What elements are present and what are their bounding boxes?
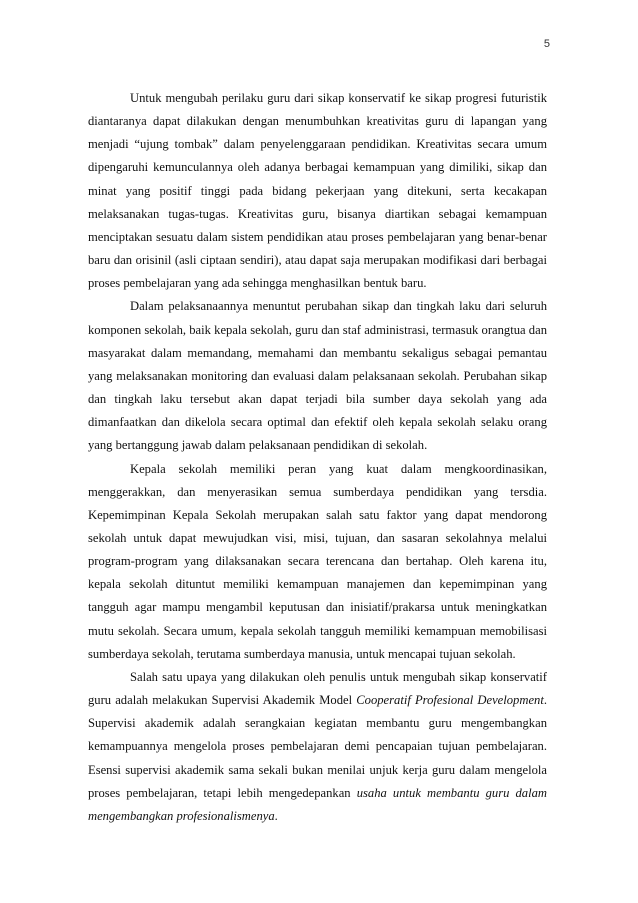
paragraph-4-text-middle: . Supervisi akademik adalah serangkaian kegiatan membantu guru mengembangkan kemampuannya mengelola proses pembelajaran demi pencapaian tujuan pembelajaran. Esensi supervisi akademik sama sekali bukan menilai unjuk kerja guru dalam mengelola proses pembelajaran, tetapi lebih mengedepankan: [88, 693, 547, 800]
paragraph-4-italic-model-name: Cooperatif Profesional Development: [356, 693, 544, 708]
paragraph-1: Untuk mengubah perilaku guru dari sikap konservatif ke sikap progresi futuristik diantaranya dapat dilakukan dengan menumbuhkan kreativitas guru di lapangan yang menjadi “ujung tombak” dalam penyelenggaraan pendidikan. Kreativitas secara umum dipengaruhi kemunculannya oleh adanya berbagai kemampuan yang dimiliki, sikap dan minat yang positif tinggi pada bidang pekerjaan yang ditekuni, serta kecakapan melaksanakan tugas-tugas. Kreativitas guru, bisanya diartikan sebagai kemampuan menciptakan sesuatu dalam sistem pendidikan atau proses pembelajaran yang benar-benar baru dan orisinil (asli ciptaan sendiri), atau dapat saja merupakan modifikasi dari berbagai proses pembelajaran yang ada sehingga menghasilkan bentuk baru.: [88, 91, 547, 291]
body-text: [88, 87, 547, 828]
paragraph-4-text-before: Salah satu upaya yang dilakukan oleh penulis untuk mengubah sikap konservatif guru adalah melakukan Supervisi Akademik Model: [88, 669, 547, 708]
paragraph-2: Dalam pelaksanaannya menuntut perubahan sikap dan tingkah laku dari seluruh komponen sekolah, baik kepala sekolah, guru dan staf administrasi, termasuk orangtua dan masyarakat dalam memandang, memahami dan membantu sekaligus sebagai pemantau yang melaksanakan monitoring dan evaluasi dalam pelaksanaan sekolah. Perubahan sikap dan tingkah laku tersebut akan dapat terjadi bila sumber daya sekolah yang ada dimanfaatkan dan dikelola secara optimal dan efektif oleh kepala sekolah selaku orang yang bertanggung jawab dalam pelaksanaan pendidikan di sekolah.: [88, 299, 547, 453]
paragraph-4: [88, 666, 547, 828]
page-number: 5: [543, 38, 550, 50]
paragraph-3: Kepala sekolah memiliki peran yang kuat dalam mengkoordinasikan, menggerakkan, dan menyerasikan semua sumberdaya pendidikan yang tersdia. Kepemimpinan Kepala Sekolah merupakan salah satu faktor yang dapat mendorong sekolah untuk dapat mewujudkan visi, misi, tujuan, dan sasaran sekolahnya melalui program-program yang dilaksanakan secara terencana dan bertahap. Oleh karena itu, kepala sekolah dituntut memiliki kemampuan manajemen dan kepemimpinan yang tangguh agar mampu mengambil keputusan dan inisiatif/prakarsa untuk meningkatkan mutu sekolah. Secara umum, kepala sekolah tangguh memiliki kemampuan memobilisasi sumberdaya sekolah, terutama sumberdaya manusia, untuk mencapai tujuan sekolah.: [88, 461, 547, 661]
paragraph-4-text-after: .: [274, 808, 278, 823]
paragraph-4-italic-emphasis: usaha untuk membantu guru dalam mengembangkan profesionalismenya: [88, 785, 547, 823]
